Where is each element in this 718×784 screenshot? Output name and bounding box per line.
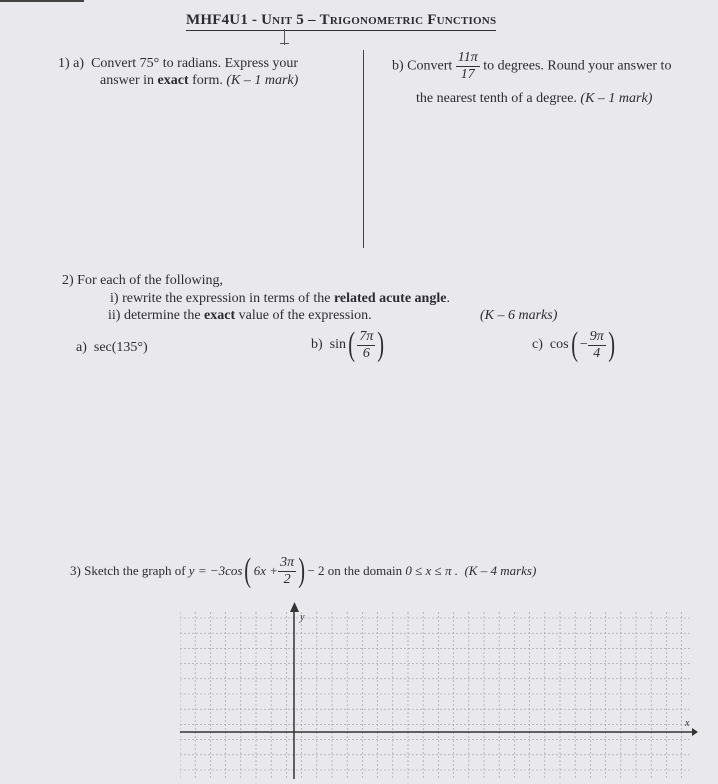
q3-marks: (K – 4 marks) (464, 563, 537, 578)
q2-intro (62, 273, 223, 289)
q1b-line2-text: the nearest tenth of a degree. (416, 91, 577, 106)
q1a-text-before: Convert (91, 56, 137, 71)
q1a-bold-word: exact (157, 73, 189, 88)
q2b-close-paren: ) (377, 326, 385, 363)
q2-ii-label: ii) (108, 308, 121, 323)
q2c-sign: − (579, 337, 588, 352)
q3-text-mid: on the domain (327, 563, 403, 578)
q1b-marks: (K – 1 mark) (580, 91, 653, 106)
q1a-marks: (K – 1 mark) (226, 73, 299, 88)
q3-frac-num: 3π (280, 554, 295, 570)
q1a-text-after: to radians. Express your (162, 56, 299, 71)
q2a-item (76, 340, 148, 356)
q1a-line2-after: form. (192, 73, 223, 88)
q2-intro-text: For each of the following, (77, 273, 223, 288)
q3-frac-den: 2 (283, 571, 291, 587)
q2c-frac-den: 4 (593, 345, 601, 361)
q1a-angle: 75° (139, 56, 160, 71)
q2-i-label: i) (110, 291, 119, 306)
q2c-label: c) (532, 337, 543, 352)
q1b-text-after: to degrees. Round your answer to (483, 58, 672, 74)
q1b-label: b) (392, 58, 404, 74)
page-title (186, 12, 496, 31)
q2-marks: (K – 6 marks) (480, 308, 558, 323)
q3-eq-left: y = −3cos (188, 563, 243, 578)
q1a-label: a) (73, 56, 85, 71)
q2-i-before: rewrite the expression in terms of the (122, 291, 331, 306)
q1a-line2 (100, 73, 298, 89)
q3-domain: 0 ≤ x ≤ π . (405, 563, 458, 578)
q1b-frac-den: 17 (460, 67, 475, 82)
q3-fraction (278, 555, 296, 588)
y-axis-label: y (300, 612, 305, 623)
q2c-close-paren: ) (608, 326, 615, 363)
q1a-line1 (58, 56, 298, 72)
q3-line (70, 554, 536, 588)
q1b-frac-num: 11π (457, 50, 478, 65)
q3-close-paren: ) (298, 552, 306, 589)
q3-eq-inner: 6x + (253, 563, 279, 578)
q2b-item (311, 328, 387, 362)
q2b-func: sin (329, 337, 347, 352)
q2c-item (532, 328, 617, 362)
q1b-text-before: Convert (407, 58, 453, 74)
q1b-fraction (456, 50, 480, 83)
q2-number: 2) (62, 273, 74, 288)
q2-i-after: . (446, 291, 450, 306)
q1a-line2-before: answer in (100, 73, 155, 88)
y-arrow-tip-icon (290, 601, 299, 613)
x-axis-label: x (685, 718, 690, 729)
q3-text-before: Sketch the graph of (84, 563, 186, 578)
q3-open-paren: ( (244, 552, 252, 589)
graph-grid-svg (180, 612, 698, 779)
q2a-label: a) (76, 340, 87, 355)
q2-ii-after: value of the expression. (238, 308, 372, 323)
q3-number: 3) (70, 563, 81, 578)
topic-label: Trigonometric Functions (319, 12, 497, 28)
q2c-open-paren: ( (570, 326, 578, 363)
q2c-fraction (588, 329, 606, 362)
text-cursor-icon (284, 29, 285, 45)
q1b-line1 (392, 50, 671, 83)
title-dash: – (307, 12, 316, 28)
q1b-line2 (416, 91, 652, 107)
q2-ii-before: determine the (123, 308, 201, 323)
x-axis-arrow-icon (692, 728, 698, 736)
course-code: MHF4U1 (186, 12, 249, 28)
title-separator: - (251, 12, 258, 28)
q3-eq-right: − 2 (307, 563, 325, 578)
q2c-func: cos (549, 337, 569, 352)
q2b-frac-num: 7π (359, 328, 374, 344)
q2-i-bold: related acute angle (333, 291, 447, 306)
q2b-label: b) (311, 337, 323, 352)
column-divider (363, 50, 364, 248)
q2c-frac-num: 9π (589, 328, 604, 344)
grid-lines (180, 612, 692, 779)
q2b-open-paren: ( (348, 326, 356, 363)
q2b-frac-den: 6 (362, 345, 370, 361)
q2-ii-bold: exact (204, 308, 236, 323)
q2b-fraction (357, 329, 375, 362)
unit-label: Unit 5 (261, 12, 304, 28)
top-border-line (0, 0, 84, 2)
q2-instruction-i (110, 291, 450, 307)
q2a-expression: sec(135°) (93, 340, 148, 355)
q2-instruction-ii (108, 308, 372, 324)
graph-area[interactable] (180, 612, 698, 779)
q1-number: 1) (58, 56, 70, 71)
